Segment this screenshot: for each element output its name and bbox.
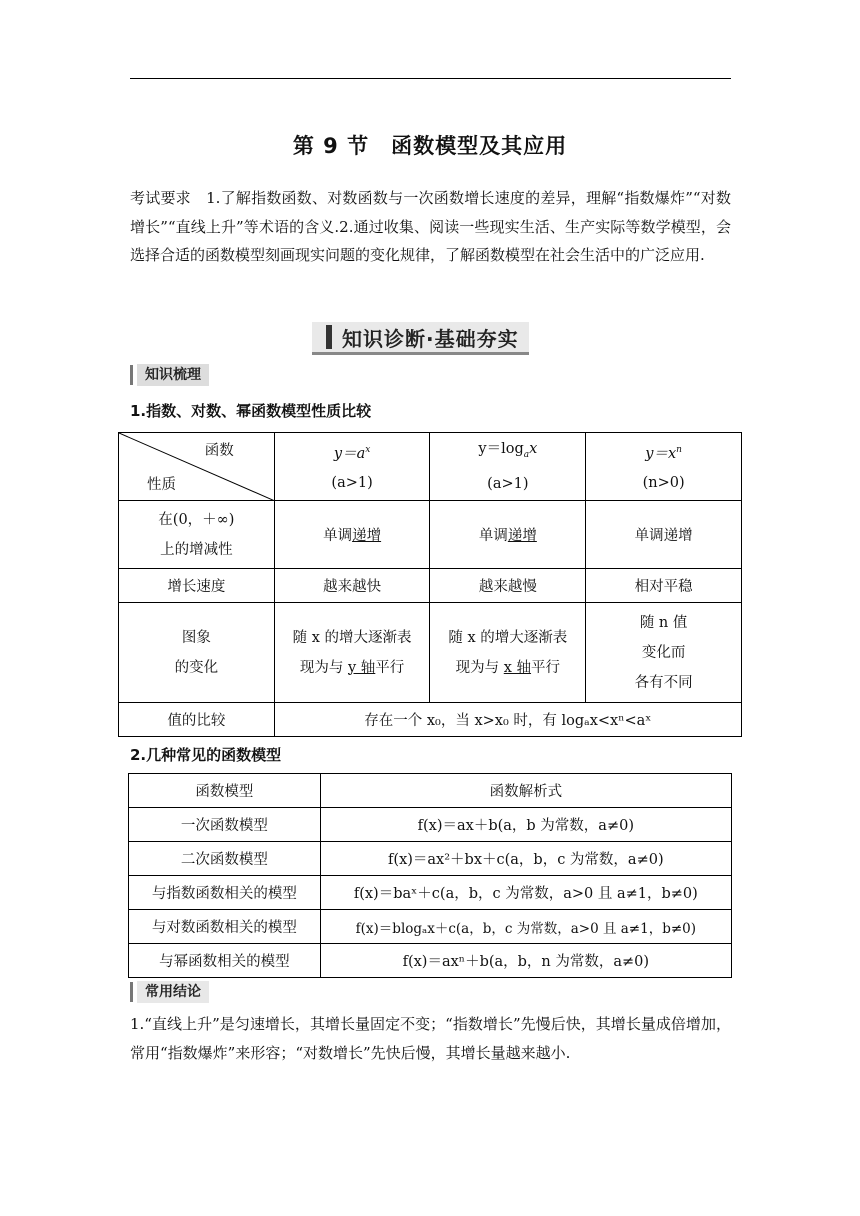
table-row xyxy=(119,501,742,569)
cell-line: 随 x 的增大逐渐表 xyxy=(448,629,568,646)
underlined-text: y 轴 xyxy=(347,659,376,676)
func-pow: y＝x xyxy=(645,445,677,462)
table-row xyxy=(119,569,742,603)
model-formula: f(x)＝ax²＋bx＋c(a，b，c 为常数，a≠0) xyxy=(320,842,731,876)
header-exp xyxy=(274,433,430,501)
underlined-text: x 轴 xyxy=(503,659,532,676)
header-cell: 函数模型 xyxy=(129,774,321,808)
table-row xyxy=(129,842,732,876)
header-rule xyxy=(130,78,731,79)
section-banner xyxy=(312,322,529,355)
table-cell xyxy=(430,603,586,703)
model-name: 一次函数模型 xyxy=(129,808,321,842)
table-header-row xyxy=(129,774,732,808)
row-label xyxy=(119,603,275,703)
label-line: 上的增减性 xyxy=(160,541,233,558)
exam-requirements: 考试要求 1.了解指数函数、对数函数与一次函数增长速度的差异，理解“指数爆炸”“对数增长”“直线上升”等术语的含义.2.通过收集、阅读一些现实生活、生产实际等数学模型，会选择合适的函数模型刻画现实问题的变化规律，了解函数模型在社会生活中的广泛应用. xyxy=(130,189,731,264)
diagonal-line xyxy=(119,433,275,501)
cell-line: 各有不同 xyxy=(634,674,693,691)
cell-line: 变化而 xyxy=(641,644,686,661)
model-name: 二次函数模型 xyxy=(129,842,321,876)
comparison-table xyxy=(118,432,742,737)
table-cell: 相对平稳 xyxy=(586,569,742,603)
func-exp-sup: x xyxy=(365,444,371,455)
model-name: 与对数函数相关的模型 xyxy=(129,910,321,944)
cond-log: (a>1) xyxy=(487,476,529,493)
label-line: 在(0，＋∞) xyxy=(158,511,235,528)
func-log: y＝log xyxy=(478,440,524,457)
table-row xyxy=(129,944,732,978)
cell-line: 随 n 值 xyxy=(639,614,688,631)
table-row xyxy=(119,703,742,737)
table-cell: 单调递增 xyxy=(586,501,742,569)
cell-text: 现为与 xyxy=(455,659,504,676)
row-label xyxy=(119,501,275,569)
row-label: 值的比较 xyxy=(119,703,275,737)
func-log-sub: a xyxy=(523,449,530,460)
tag-bar-icon xyxy=(130,365,133,385)
label-line: 的变化 xyxy=(174,659,219,676)
table-cell xyxy=(274,501,430,569)
table-cell xyxy=(274,603,430,703)
table-row xyxy=(129,808,732,842)
cell-text: 单调 xyxy=(323,528,353,544)
cell-line: 随 x 的增大逐渐表 xyxy=(292,629,412,646)
banner-bar-icon xyxy=(326,325,332,349)
model-name: 与指数函数相关的模型 xyxy=(129,876,321,910)
underlined-text: 递增 xyxy=(507,528,537,544)
corner-top-label: 函数 xyxy=(204,443,234,459)
cell-text: 平行 xyxy=(531,659,561,676)
tag-label: 常用结论 xyxy=(137,981,209,1003)
function-model-table xyxy=(128,773,732,978)
conclusion-paragraph: 1.“直线上升”是匀速增长，其增长量固定不变；“指数增长”先慢后快，其增长量成倍增加，常用“指数爆炸”来形容；“对数增长”先快后慢，其增长量越来越小. xyxy=(130,1015,731,1062)
knowledge-tag xyxy=(130,364,209,386)
banner-label: 知识诊断·基础夯实 xyxy=(342,326,519,351)
corner-cell xyxy=(119,433,275,501)
table-row xyxy=(119,603,742,703)
model-formula: f(x)＝blogₐx＋c(a，b，c 为常数，a>0 且 a≠1，b≠0) xyxy=(320,910,731,944)
func-log-var: x xyxy=(529,440,538,457)
header-cell: 函数解析式 xyxy=(320,774,731,808)
table-row xyxy=(129,876,732,910)
page-title: 第 9 节 函数模型及其应用 xyxy=(292,134,568,158)
cell-text: 单调 xyxy=(478,528,508,544)
underlined-text: 递增 xyxy=(352,528,382,544)
header-pow xyxy=(586,433,742,501)
tag-label: 知识梳理 xyxy=(137,364,209,386)
table-cell xyxy=(430,501,586,569)
model-formula: f(x)＝ax＋b(a，b 为常数，a≠0) xyxy=(320,808,731,842)
func-pow-sup: n xyxy=(676,444,682,455)
conclusion-tag xyxy=(130,981,209,1003)
cond-pow: (n>0) xyxy=(642,475,685,492)
table-row xyxy=(119,433,742,501)
func-exp: y＝a xyxy=(333,445,366,462)
table-cell: 存在一个 x₀，当 x>x₀ 时，有 logₐx<xⁿ<aˣ xyxy=(274,703,741,737)
model-name: 与幂函数相关的模型 xyxy=(129,944,321,978)
section-heading-2: 2.几种常见的函数模型 xyxy=(130,746,282,764)
section-heading-1: 1.指数、对数、幂函数模型性质比较 xyxy=(130,402,372,420)
model-formula: f(x)＝axⁿ＋b(a，b，n 为常数，a≠0) xyxy=(320,944,731,978)
cell-text: 平行 xyxy=(375,659,405,676)
row-label: 增长速度 xyxy=(119,569,275,603)
model-formula: f(x)＝baˣ＋c(a，b，c 为常数，a>0 且 a≠1，b≠0) xyxy=(320,876,731,910)
header-log xyxy=(430,433,586,501)
table-cell xyxy=(586,603,742,703)
table-row xyxy=(129,910,732,944)
table-cell: 越来越慢 xyxy=(430,569,586,603)
cond-exp: (a>1) xyxy=(331,475,373,492)
corner-bottom-label: 性质 xyxy=(147,477,176,493)
label-line: 图象 xyxy=(181,629,211,646)
tag-bar-icon xyxy=(130,982,133,1002)
table-cell: 越来越快 xyxy=(274,569,430,603)
cell-text: 现为与 xyxy=(299,659,348,676)
